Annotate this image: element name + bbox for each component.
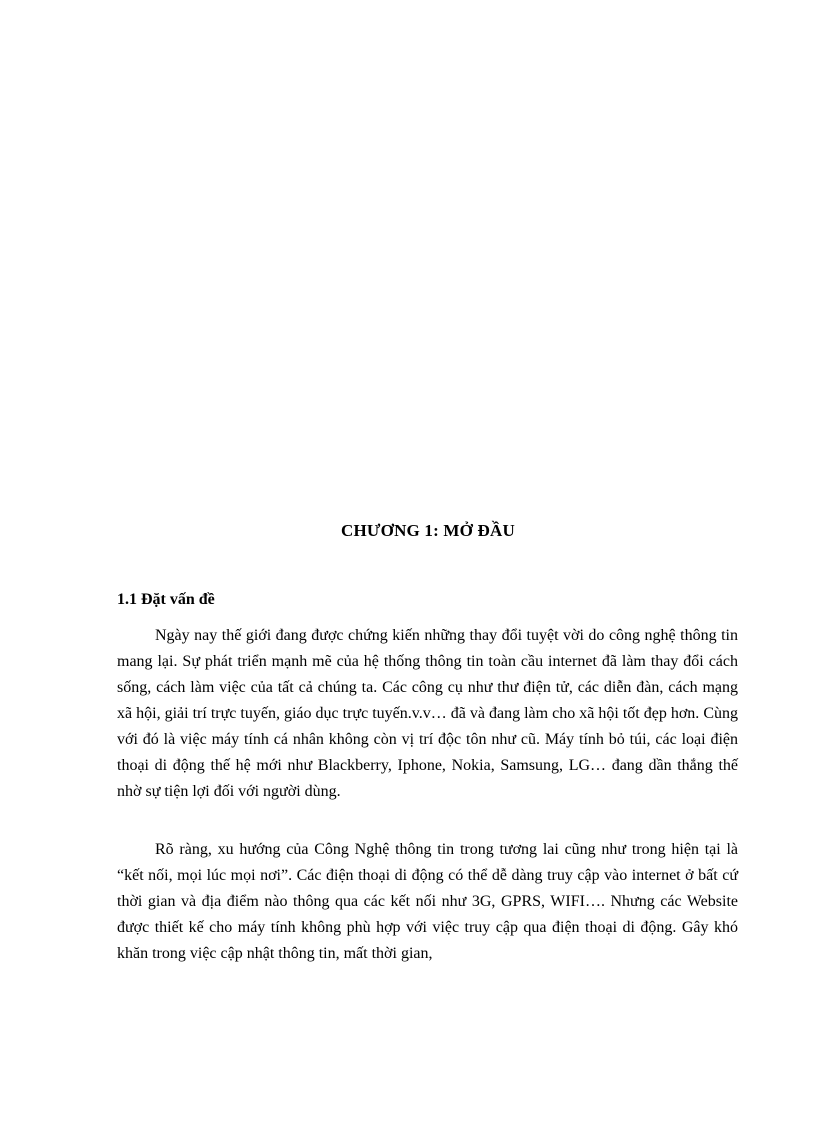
section-title: 1.1 Đặt vấn đề (117, 591, 215, 608)
paragraph-2: Rõ ràng, xu hướng của Công Nghệ thông tin trong tương lai cũng như trong hiện tại là “kết nối, mọi lúc mọi nơi”. Các điện thoại di động có thể dễ dàng truy cập vào internet ở bất cứ thời gian và địa điểm nào thông qua các kết nối như 3G, GPRS, WIFI…. Nhưng các Website được thiết kế cho máy tính không phù hợp với việc truy cập qua điện thoại di động. Gây khó khăn trong việc cập nhật thông tin, mất thời gian, (117, 841, 738, 962)
chapter-title: CHƯƠNG 1: MỞ ĐẦU (341, 521, 515, 540)
paragraph-1: Ngày nay thế giới đang được chứng kiến những thay đổi tuyệt vời do công nghệ thông tin mang lại. Sự phát triển mạnh mẽ của hệ thống thông tin toàn cầu internet đã làm thay đổi cách sống, cách làm việc của tất cả chúng ta. Các công cụ như thư điện tử, các diễn đàn, cách mạng xã hội, giải trí trực tuyến, giáo dục trực tuyến.v.v… đã và đang làm cho xã hội tốt đẹp hơn. Cùng với đó là việc máy tính cá nhân không còn vị trí độc tôn như cũ. Máy tính bỏ túi, các loại điện thoại di động thế hệ mới như Blackberry, Iphone, Nokia, Samsung, LG… đang dần thắng thế nhờ sự tiện lợi đối với người dùng. (117, 627, 738, 800)
